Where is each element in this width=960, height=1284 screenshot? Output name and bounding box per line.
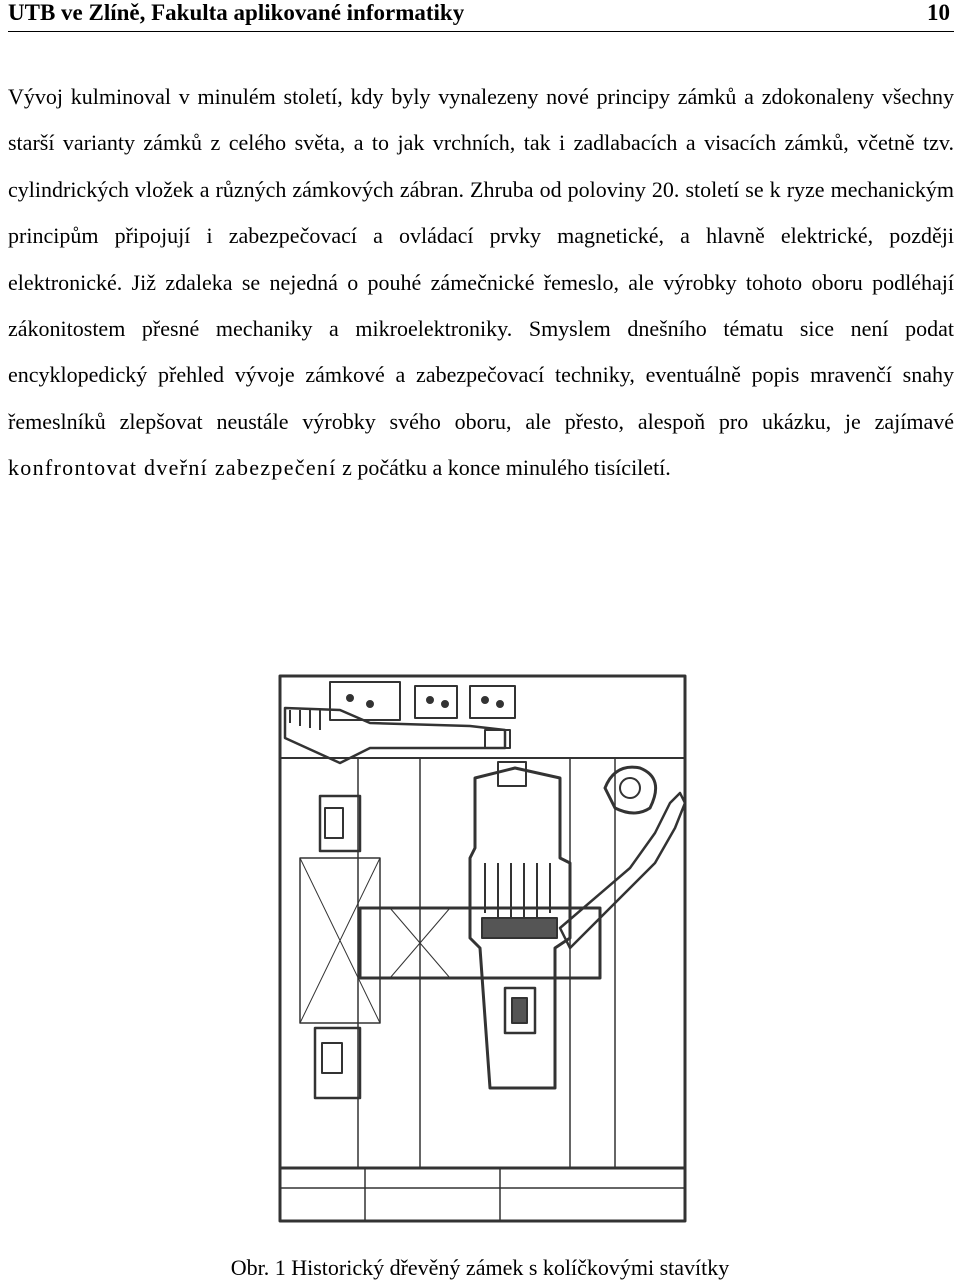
paragraph-end: z počátku a konce minulého tisíciletí.	[336, 455, 671, 481]
header-title: UTB ve Zlíně, Fakulta aplikované informatiky	[8, 0, 465, 25]
paragraph-main: Vývoj kulminoval v minulém století, kdy byly vynalezeny nové principy zámků a zdokonaleny všechny starší varianty zámků z celého světa, a to jak vrchních, tak i zadlabacích a visacích zámků, včetně tzv. cylindrických vložek a různých zámkových zábran. Zhruba od poloviny 20. století se k ryze mechanickým principům připojují i zabezpečovací a ovládací prvky magnetické, a hlavně elektrické, později elektronické. Již zdaleka se nejedná o pouhé zámečnické řemeslo, ale výrobky tohoto oboru podléhají zákonitostem přesné mechaniky a mikroelektroniky. Smyslem dnešního tématu sice není podat encyklopedický přehled vývoje zámkové a zabezpečovací techniky, eventuálně popis mravenčí snahy řemeslníků zlepšovat neustále výrobky svého oboru, ale přesto, alespoň pro ukázku, je zajímavé	[8, 84, 954, 434]
body-paragraph	[8, 74, 954, 492]
page-header	[8, 0, 954, 32]
figure-caption: Obr. 1 Historický dřevěný zámek s kolíčkovými stavítky	[230, 1255, 730, 1280]
paragraph-spaced-text: konfrontovat dveřní zabezpečení	[8, 455, 337, 481]
lock-illustration	[270, 668, 695, 1228]
page-number: 10	[927, 0, 950, 25]
